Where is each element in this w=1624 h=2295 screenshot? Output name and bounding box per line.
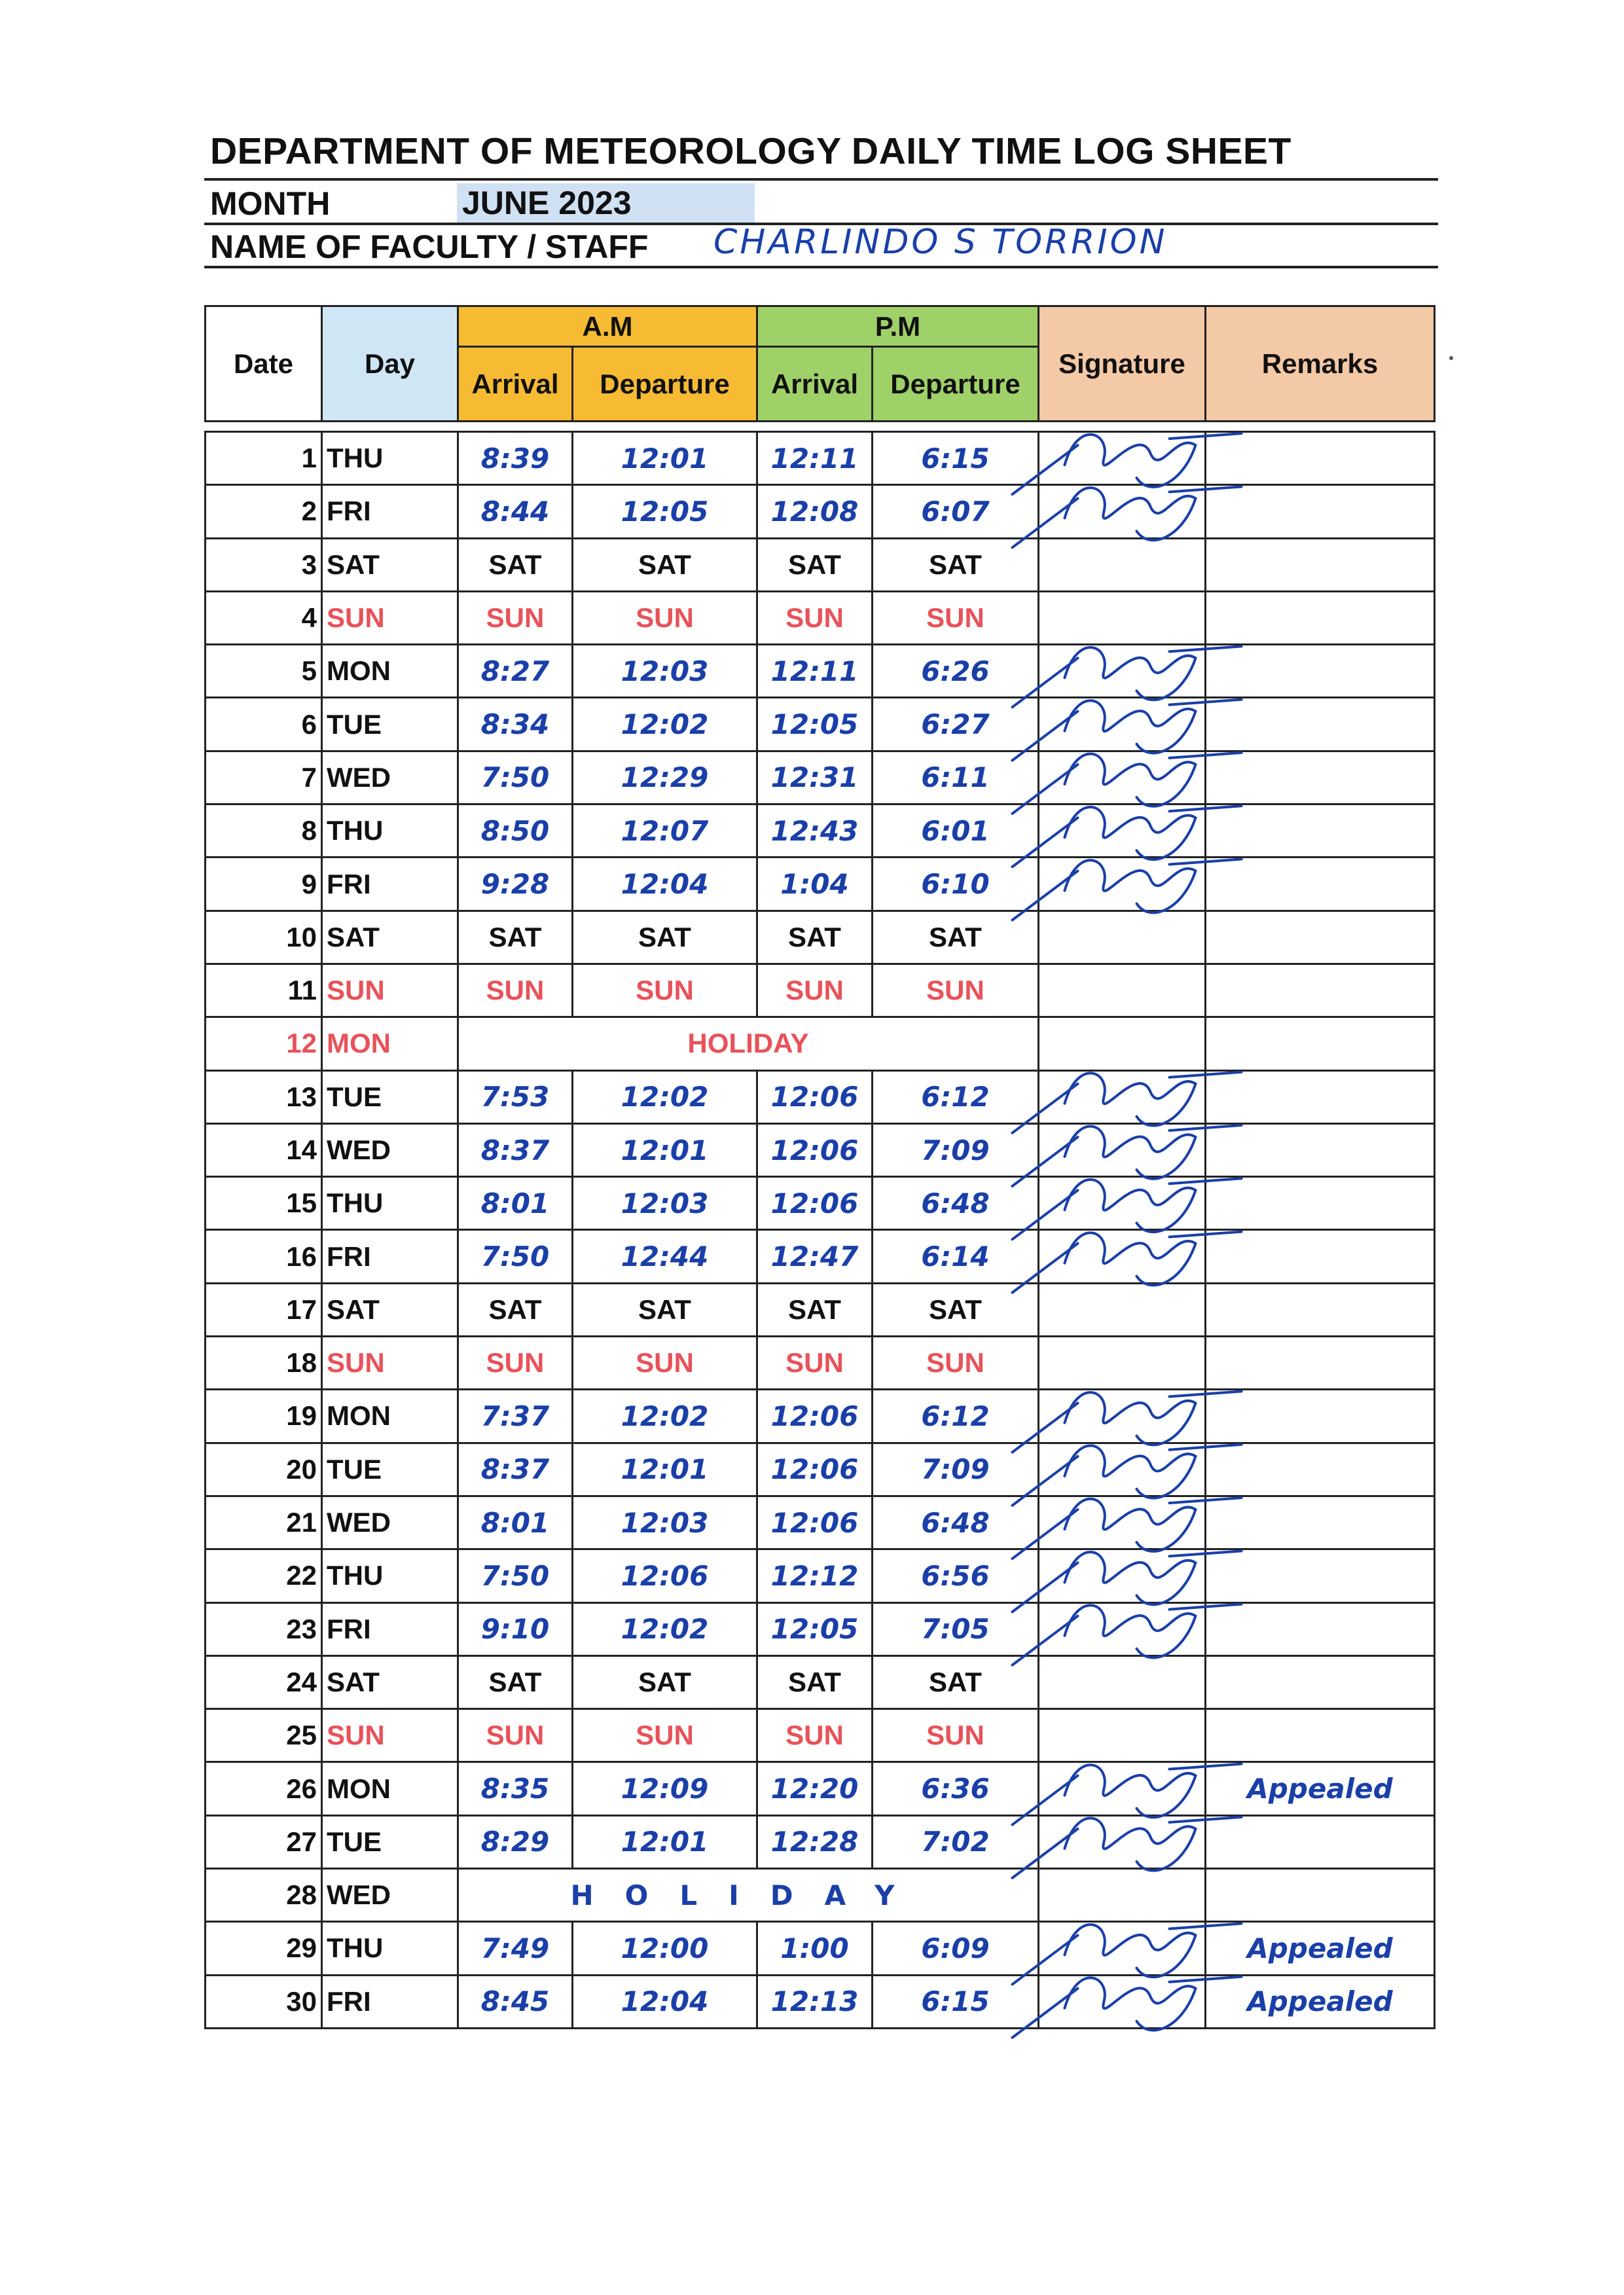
remarks-cell	[1206, 1869, 1435, 1922]
am-departure-cell: 12:02	[573, 1070, 757, 1123]
day-cell: WED	[322, 751, 458, 804]
signature-cell	[1039, 751, 1206, 804]
table-row	[206, 804, 1435, 858]
day-cell: SAT	[322, 911, 458, 964]
am-departure-cell: 12:01	[573, 1815, 757, 1868]
pm-departure-cell: 6:11	[873, 751, 1039, 804]
am-arrival-cell: 8:27	[458, 645, 573, 698]
signature-cell	[1039, 1496, 1206, 1549]
date-cell: 5	[206, 645, 322, 698]
pm-arrival-cell: SAT	[757, 1655, 873, 1708]
header-pm-arrival: Arrival	[757, 347, 873, 422]
date-cell: 15	[206, 1177, 322, 1230]
am-arrival-cell: 7:50	[458, 1549, 573, 1602]
remarks-cell	[1206, 485, 1435, 538]
stray-dot	[1449, 356, 1453, 360]
remarks-cell	[1206, 1283, 1435, 1336]
signature-cell	[1039, 1337, 1206, 1390]
am-departure-cell: 12:09	[573, 1762, 757, 1815]
name-value: CHARLINDO S TORRION	[713, 223, 1168, 262]
remarks-cell	[1206, 1655, 1435, 1708]
signature-cell	[1039, 591, 1206, 644]
am-arrival-cell: 9:10	[458, 1602, 573, 1655]
title-rule	[204, 178, 1438, 181]
am-departure-cell: 12:00	[573, 1922, 757, 1975]
signature-cell	[1039, 1070, 1206, 1123]
date-cell: 27	[206, 1815, 322, 1868]
table-row	[206, 1709, 1435, 1762]
pm-departure-cell: 6:26	[873, 645, 1039, 698]
am-arrival-cell: 9:28	[458, 858, 573, 911]
day-cell: SUN	[322, 964, 458, 1017]
header-am: A.M	[458, 306, 757, 347]
day-cell: THU	[322, 1549, 458, 1602]
pm-departure-cell: 6:56	[873, 1549, 1039, 1602]
pm-departure-cell: 6:48	[873, 1496, 1039, 1549]
am-arrival-cell: 8:37	[458, 1443, 573, 1496]
signature-cell	[1039, 804, 1206, 858]
date-cell: 7	[206, 751, 322, 804]
day-cell: TUE	[322, 1070, 458, 1123]
date-cell: 3	[206, 538, 322, 591]
table-row	[206, 1922, 1435, 1975]
month-label: MONTH	[210, 185, 331, 222]
am-departure-cell: 12:03	[573, 1496, 757, 1549]
table-row	[206, 645, 1435, 698]
name-rule	[204, 266, 1438, 268]
pm-departure-cell: SAT	[873, 538, 1039, 591]
pm-arrival-cell: 12:06	[757, 1443, 873, 1496]
table-row	[206, 1283, 1435, 1336]
remarks-cell	[1206, 751, 1435, 804]
pm-arrival-cell: 12:47	[757, 1230, 873, 1283]
table-row	[206, 485, 1435, 538]
date-cell: 14	[206, 1123, 322, 1176]
am-departure-cell: 12:01	[573, 1123, 757, 1176]
date-cell: 10	[206, 911, 322, 964]
signature-cell	[1039, 1123, 1206, 1176]
signature-cell	[1039, 1602, 1206, 1655]
signature-cell	[1039, 1443, 1206, 1496]
date-cell: 16	[206, 1230, 322, 1283]
table-row	[206, 1123, 1435, 1176]
pm-departure-cell: 6:36	[873, 1762, 1039, 1815]
date-cell: 24	[206, 1655, 322, 1708]
day-cell: WED	[322, 1123, 458, 1176]
pm-departure-cell: 6:01	[873, 804, 1039, 858]
am-arrival-cell: 8:50	[458, 804, 573, 858]
date-cell: 9	[206, 858, 322, 911]
am-arrival-cell: SAT	[458, 1283, 573, 1336]
time-log-table	[204, 305, 1435, 2029]
day-cell: SUN	[322, 591, 458, 644]
day-cell: SAT	[322, 538, 458, 591]
am-arrival-cell: 8:29	[458, 1815, 573, 1868]
am-departure-cell: SAT	[573, 1283, 757, 1336]
table-row	[206, 591, 1435, 644]
date-cell: 30	[206, 1975, 322, 2028]
header-remarks: Remarks	[1206, 306, 1435, 422]
date-cell: 6	[206, 698, 322, 751]
signature-cell	[1039, 911, 1206, 964]
day-cell: THU	[322, 804, 458, 858]
table-row	[206, 1762, 1435, 1815]
am-departure-cell: 12:02	[573, 1602, 757, 1655]
day-cell: SAT	[322, 1655, 458, 1708]
remarks-cell	[1206, 858, 1435, 911]
remarks-cell: Appealed	[1206, 1975, 1435, 2028]
pm-departure-cell: 6:48	[873, 1177, 1039, 1230]
table-row	[206, 432, 1435, 485]
pm-arrival-cell: 12:06	[757, 1496, 873, 1549]
date-cell: 25	[206, 1709, 322, 1762]
remarks-cell	[1206, 591, 1435, 644]
day-cell: WED	[322, 1869, 458, 1922]
date-cell: 12	[206, 1017, 322, 1070]
pm-departure-cell: 6:10	[873, 858, 1039, 911]
day-cell: MON	[322, 645, 458, 698]
am-departure-cell: SAT	[573, 911, 757, 964]
pm-departure-cell: 6:12	[873, 1070, 1039, 1123]
am-arrival-cell: SAT	[458, 911, 573, 964]
pm-departure-cell: 6:09	[873, 1922, 1039, 1975]
remarks-cell: Appealed	[1206, 1922, 1435, 1975]
table-row	[206, 1070, 1435, 1123]
pm-arrival-cell: SAT	[757, 911, 873, 964]
remarks-cell	[1206, 1070, 1435, 1123]
am-departure-cell: 12:04	[573, 1975, 757, 2028]
remarks-cell	[1206, 1337, 1435, 1390]
pm-arrival-cell: 12:08	[757, 485, 873, 538]
date-cell: 8	[206, 804, 322, 858]
am-arrival-cell: 8:39	[458, 432, 573, 485]
day-cell: FRI	[322, 485, 458, 538]
remarks-cell	[1206, 432, 1435, 485]
date-cell: 1	[206, 432, 322, 485]
pm-arrival-cell: 1:00	[757, 1922, 873, 1975]
remarks-cell: Appealed	[1206, 1762, 1435, 1815]
table-row	[206, 1177, 1435, 1230]
signature-cell	[1039, 1230, 1206, 1283]
day-cell: MON	[322, 1762, 458, 1815]
sheet-title: DEPARTMENT OF METEOROLOGY DAILY TIME LOG SHEET	[210, 130, 1291, 172]
am-arrival-cell: SUN	[458, 964, 573, 1017]
signature-cell	[1039, 1815, 1206, 1868]
am-departure-cell: 12:01	[573, 1443, 757, 1496]
remarks-cell	[1206, 1496, 1435, 1549]
header-gap	[206, 422, 1435, 432]
signature-cell	[1039, 645, 1206, 698]
pm-departure-cell: SAT	[873, 1283, 1039, 1336]
table-row	[206, 1390, 1435, 1443]
signature-cell	[1039, 1655, 1206, 1708]
table-row	[206, 1655, 1435, 1708]
log-body	[206, 432, 1435, 2029]
table-row	[206, 858, 1435, 911]
day-cell: THU	[322, 432, 458, 485]
table-row	[206, 1869, 1435, 1922]
remarks-cell	[1206, 911, 1435, 964]
header-date: Date	[206, 306, 322, 422]
signature-cell	[1039, 858, 1206, 911]
table-row	[206, 1496, 1435, 1549]
date-cell: 13	[206, 1070, 322, 1123]
signature-cell	[1039, 432, 1206, 485]
pm-arrival-cell: SAT	[757, 538, 873, 591]
day-cell: TUE	[322, 1443, 458, 1496]
day-cell: TUE	[322, 1815, 458, 1868]
signature-cell	[1039, 964, 1206, 1017]
am-arrival-cell: 8:34	[458, 698, 573, 751]
table-row	[206, 1017, 1435, 1070]
date-cell: 29	[206, 1922, 322, 1975]
am-arrival-cell: 8:45	[458, 1975, 573, 2028]
pm-departure-cell: 7:09	[873, 1123, 1039, 1176]
month-value: JUNE 2023	[457, 183, 755, 223]
pm-arrival-cell: 12:13	[757, 1975, 873, 2028]
am-departure-cell: 12:01	[573, 432, 757, 485]
day-cell: THU	[322, 1177, 458, 1230]
pm-departure-cell: 7:09	[873, 1443, 1039, 1496]
pm-departure-cell: SAT	[873, 1655, 1039, 1708]
table-row	[206, 1230, 1435, 1283]
header-am-arrival: Arrival	[458, 347, 573, 422]
table-row	[206, 1602, 1435, 1655]
pm-departure-cell: 6:27	[873, 698, 1039, 751]
pm-departure-cell: SUN	[873, 1709, 1039, 1762]
date-cell: 4	[206, 591, 322, 644]
table-row	[206, 698, 1435, 751]
remarks-cell	[1206, 1549, 1435, 1602]
am-departure-cell: 12:05	[573, 485, 757, 538]
table-row	[206, 1337, 1435, 1390]
remarks-cell	[1206, 1017, 1435, 1070]
signature-cell	[1039, 538, 1206, 591]
pm-departure-cell: 6:15	[873, 432, 1039, 485]
table-row	[206, 751, 1435, 804]
am-departure-cell: 12:29	[573, 751, 757, 804]
pm-arrival-cell: 12:06	[757, 1123, 873, 1176]
date-cell: 18	[206, 1337, 322, 1390]
signature-cell	[1039, 1869, 1206, 1922]
am-arrival-cell: SAT	[458, 538, 573, 591]
am-arrival-cell: 8:01	[458, 1496, 573, 1549]
pm-departure-cell: SUN	[873, 591, 1039, 644]
table-row	[206, 964, 1435, 1017]
signature-cell	[1039, 1549, 1206, 1602]
remarks-cell	[1206, 1177, 1435, 1230]
am-departure-cell: 12:03	[573, 645, 757, 698]
signature-cell	[1039, 1017, 1206, 1070]
header-day: Day	[322, 306, 458, 422]
day-cell: WED	[322, 1496, 458, 1549]
am-departure-cell: SAT	[573, 1655, 757, 1708]
day-cell: SUN	[322, 1709, 458, 1762]
am-departure-cell: SUN	[573, 964, 757, 1017]
table-row	[206, 1549, 1435, 1602]
am-departure-cell: 12:44	[573, 1230, 757, 1283]
remarks-cell	[1206, 1390, 1435, 1443]
signature-cell	[1039, 698, 1206, 751]
header-signature: Signature	[1039, 306, 1206, 422]
day-cell: TUE	[322, 698, 458, 751]
am-departure-cell: 12:02	[573, 1390, 757, 1443]
day-cell: FRI	[322, 1602, 458, 1655]
am-arrival-cell: 7:50	[458, 1230, 573, 1283]
remarks-cell	[1206, 804, 1435, 858]
remarks-cell	[1206, 538, 1435, 591]
remarks-cell	[1206, 1230, 1435, 1283]
am-arrival-cell: 7:37	[458, 1390, 573, 1443]
signature-cell	[1039, 1922, 1206, 1975]
am-arrival-cell: 7:53	[458, 1070, 573, 1123]
pm-departure-cell: 6:15	[873, 1975, 1039, 2028]
remarks-cell	[1206, 698, 1435, 751]
day-cell: THU	[322, 1922, 458, 1975]
header-pm: P.M	[757, 306, 1039, 347]
pm-arrival-cell: 1:04	[757, 858, 873, 911]
date-cell: 11	[206, 964, 322, 1017]
pm-arrival-cell: SUN	[757, 591, 873, 644]
signature-cell	[1039, 485, 1206, 538]
am-departure-cell: 12:06	[573, 1549, 757, 1602]
pm-arrival-cell: SUN	[757, 1709, 873, 1762]
signature-cell	[1039, 1709, 1206, 1762]
pm-departure-cell: SUN	[873, 964, 1039, 1017]
pm-departure-cell: 7:05	[873, 1602, 1039, 1655]
pm-arrival-cell: 12:28	[757, 1815, 873, 1868]
table-row	[206, 538, 1435, 591]
pm-departure-cell: SUN	[873, 1337, 1039, 1390]
signature-cell	[1039, 1283, 1206, 1336]
remarks-cell	[1206, 964, 1435, 1017]
date-cell: 2	[206, 485, 322, 538]
pm-arrival-cell: 12:20	[757, 1762, 873, 1815]
pm-arrival-cell: 12:05	[757, 698, 873, 751]
am-arrival-cell: SUN	[458, 591, 573, 644]
am-arrival-cell: 8:44	[458, 485, 573, 538]
signature-cell	[1039, 1177, 1206, 1230]
am-departure-cell: SUN	[573, 1709, 757, 1762]
am-arrival-cell: SUN	[458, 1337, 573, 1390]
day-cell: SAT	[322, 1283, 458, 1336]
pm-arrival-cell: SAT	[757, 1283, 873, 1336]
table-row	[206, 1975, 1435, 2028]
pm-departure-cell: SAT	[873, 911, 1039, 964]
am-departure-cell: SUN	[573, 591, 757, 644]
date-cell: 17	[206, 1283, 322, 1336]
holiday-cell: HOLIDAY	[458, 1017, 1039, 1070]
pm-arrival-cell: 12:05	[757, 1602, 873, 1655]
pm-arrival-cell: 12:06	[757, 1390, 873, 1443]
am-arrival-cell: 8:35	[458, 1762, 573, 1815]
name-label: NAME OF FACULTY / STAFF	[210, 228, 649, 265]
remarks-cell	[1206, 1709, 1435, 1762]
remarks-cell	[1206, 1443, 1435, 1496]
day-cell: MON	[322, 1390, 458, 1443]
am-arrival-cell: 8:37	[458, 1123, 573, 1176]
date-cell: 19	[206, 1390, 322, 1443]
header-pm-departure: Departure	[873, 347, 1039, 422]
pm-arrival-cell: SUN	[757, 1337, 873, 1390]
remarks-cell	[1206, 645, 1435, 698]
pm-arrival-cell: 12:06	[757, 1177, 873, 1230]
signature-cell	[1039, 1975, 1206, 2028]
table-row	[206, 911, 1435, 964]
day-cell: FRI	[322, 1230, 458, 1283]
pm-arrival-cell: 12:11	[757, 645, 873, 698]
am-arrival-cell: SAT	[458, 1655, 573, 1708]
day-cell: SUN	[322, 1337, 458, 1390]
signature-cell	[1039, 1390, 1206, 1443]
pm-arrival-cell: 12:11	[757, 432, 873, 485]
pm-departure-cell: 6:12	[873, 1390, 1039, 1443]
am-departure-cell: 12:07	[573, 804, 757, 858]
pm-arrival-cell: 12:31	[757, 751, 873, 804]
am-departure-cell: 12:02	[573, 698, 757, 751]
am-departure-cell: 12:04	[573, 858, 757, 911]
pm-arrival-cell: SUN	[757, 964, 873, 1017]
date-cell: 23	[206, 1602, 322, 1655]
am-arrival-cell: SUN	[458, 1709, 573, 1762]
day-cell: MON	[322, 1017, 458, 1070]
pm-arrival-cell: 12:43	[757, 804, 873, 858]
date-cell: 26	[206, 1762, 322, 1815]
day-cell: FRI	[322, 1975, 458, 2028]
remarks-cell	[1206, 1123, 1435, 1176]
am-departure-cell: SAT	[573, 538, 757, 591]
header-am-departure: Departure	[573, 347, 757, 422]
remarks-cell	[1206, 1815, 1435, 1868]
date-cell: 20	[206, 1443, 322, 1496]
pm-departure-cell: 7:02	[873, 1815, 1039, 1868]
table-row	[206, 1443, 1435, 1496]
pm-departure-cell: 6:07	[873, 485, 1039, 538]
day-cell: FRI	[322, 858, 458, 911]
pm-arrival-cell: 12:06	[757, 1070, 873, 1123]
pm-departure-cell: 6:14	[873, 1230, 1039, 1283]
am-arrival-cell: 7:49	[458, 1922, 573, 1975]
table-row	[206, 1815, 1435, 1868]
am-arrival-cell: 8:01	[458, 1177, 573, 1230]
am-departure-cell: 12:03	[573, 1177, 757, 1230]
holiday-handwritten-cell: HOLIDAY	[458, 1869, 1039, 1922]
signature-cell	[1039, 1762, 1206, 1815]
date-cell: 28	[206, 1869, 322, 1922]
am-departure-cell: SUN	[573, 1337, 757, 1390]
am-arrival-cell: 7:50	[458, 751, 573, 804]
remarks-cell	[1206, 1602, 1435, 1655]
date-cell: 22	[206, 1549, 322, 1602]
pm-arrival-cell: 12:12	[757, 1549, 873, 1602]
date-cell: 21	[206, 1496, 322, 1549]
